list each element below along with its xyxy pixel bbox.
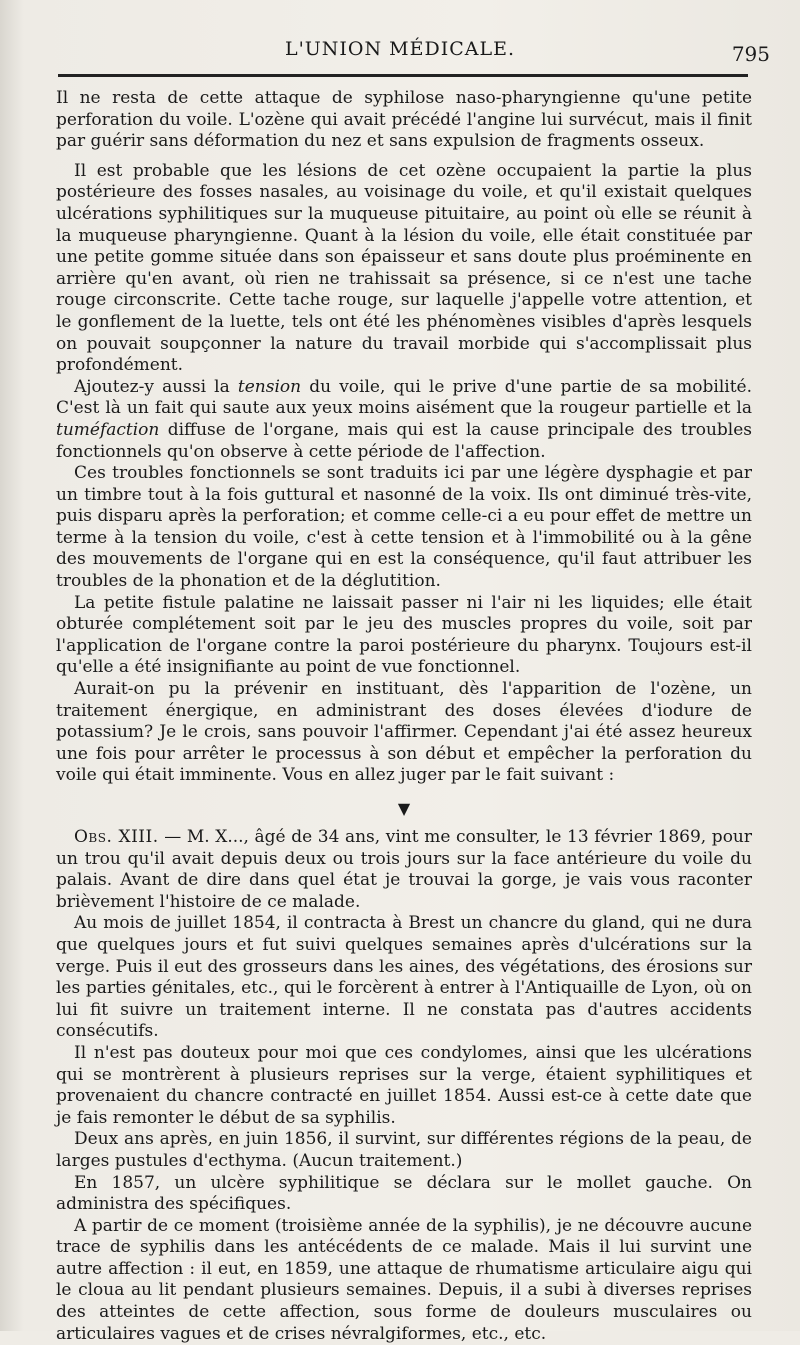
text-run: diffuse de l'organe, mais qui est la cause principale des troubles fonctionnels qu'on observe à cette période de l'affection. (56, 419, 752, 462)
paragraph: La petite fistule palatine ne laissait passer ni l'air ni les liquides; elle était obturée complétement soit par le jeu des muscles propres du voile, soit par l'application de l'organe contre la paroi postérieure du pharynx. Toujours est-il qu'elle a été insignifiante au point de vue fonctionnel. (56, 592, 752, 678)
paragraph: Aurait-on pu la prévenir en instituant, dès l'apparition de l'ozène, un traitement énergique, en administrant des doses élevées d'iodure de potassium? Je le crois, sans pouvoir l'affirmer. Cependant j'ai été assez heureux une fois pour arrêter le processus à son début et empêcher la perforation du voile qui était imminente. Vous en allez juger par le fait suivant : (56, 679, 752, 786)
observation-paragraph (56, 827, 752, 913)
paragraph: Il ne resta de cette attaque de syphilose naso-pharyngienne qu'une petite perforation du voile. L'ozène qui avait précédé l'angine lui survécut, mais il finit par guérir sans déformation du nez et sans expulsion de fragments osseux. (56, 88, 752, 152)
observation-label: Obs. XIII. (74, 827, 159, 847)
paragraph: Ces troubles fonctionnels se sont traduits ici par une légère dysphagie et par un timbre tout à la fois guttural et nasonné de la voix. Ils ont diminué très-vite, puis disparu après la perforation; et comme celle-ci a eu pour effet de mettre un terme à la tension du voile, c'est à cette tension et à l'immobilité ou à la gêne des mouvements de l'organe qui en est la conséquence, qu'il faut attribuer les troubles de la phonation et de la déglutition. (56, 463, 752, 592)
section-separator: ▼ (397, 799, 411, 818)
paragraph (56, 377, 752, 463)
text-run: — M. X..., âgé de 34 ans, vint me consulter, le 13 février 1869, pour un trou qu'il avait depuis deux ou trois jours sur la face antérieure du voile du palais. Avant de dire dans quel état je trouvai la gorge, je vais vous raconter brièvement l'histoire de ce malade. (56, 827, 752, 912)
paragraph: Il est probable que les lésions de cet ozène occupaient la partie la plus postérieure des fosses nasales, au voisinage du voile, et qu'il existait quelques ulcérations syphilitiques sur la muqueuse pituitaire, au point où elle se réunit à la muqueuse pharyngienne. Quant à la lésion du voile, elle était constituée par une petite gomme située dans son épaisseur et sans doute plus proéminente en arrière qu'en avant, où rien ne trahissait sa présence, si ce n'est une tache rouge circonscrite. Cette tache rouge, sur laquelle j'appelle votre attention, et le gonflement de la luette, tels ont été les phénomènes visibles d'après lesquels on pouvait soupçonner la nature du travail morbide qui s'accomplissait plus profondément. (56, 160, 752, 376)
paragraph: A partir de ce moment (troisième année de la syphilis), je ne découvre aucune trace de syphilis dans les antécédents de ce malade. Mais il lui survint une autre affection : il eut, en 1859, une attaque de rhumatisme articulaire aigu qui le cloua au lit pendant plusieurs semaines. Depuis, il a subi à diverses reprises des atteintes de cette affection, sous forme de douleurs musculaires ou articulaires vagues et de crises névralgiformes, etc., etc. (56, 1215, 752, 1344)
header-rule (58, 74, 748, 77)
running-title: L'UNION MÉDICALE. (284, 38, 516, 60)
text-run: du voile, qui le prive d'une partie de sa mobilité. C'est là un fait qui saute aux yeux moins aisément que la rougeur partielle et la (56, 376, 752, 419)
page-header (0, 38, 800, 72)
text-run: Ajoutez-y aussi la (74, 376, 238, 397)
italic-term: tension (237, 376, 302, 397)
page-number: 795 (731, 42, 770, 66)
italic-term: tuméfaction (56, 419, 160, 440)
paragraph: Il n'est pas douteux pour moi que ces condylomes, ainsi que les ulcérations qui se montrèrent à plusieurs reprises sur la verge, étaient syphilitiques et provenaient du chancre contracté en juillet 1854. Aussi est-ce à cette date que je fais remonter le début de sa syphilis. (56, 1042, 752, 1128)
paragraph: Au mois de juillet 1854, il contracta à Brest un chancre du gland, qui ne dura que quelques jours et fut suivi quelques semaines après d'ulcérations sur la verge. Puis il eut des grosseurs dans les aines, des végétations, des érosions sur les parties génitales, etc., qui le forcèrent à entrer à l'Antiquaille de Lyon, où on lui fit suivre un traitement interne. Il ne constata pas d'autres accidents consécutifs. (56, 913, 752, 1042)
body-text (56, 88, 752, 1345)
paragraph: Deux ans après, en juin 1856, il survint, sur différentes régions de la peau, de larges pustules d'ecthyma. (Aucun traitement.) (56, 1129, 752, 1171)
paragraph: En 1857, un ulcère syphilitique se déclara sur le mollet gauche. On administra des spécifiques. (56, 1172, 752, 1215)
